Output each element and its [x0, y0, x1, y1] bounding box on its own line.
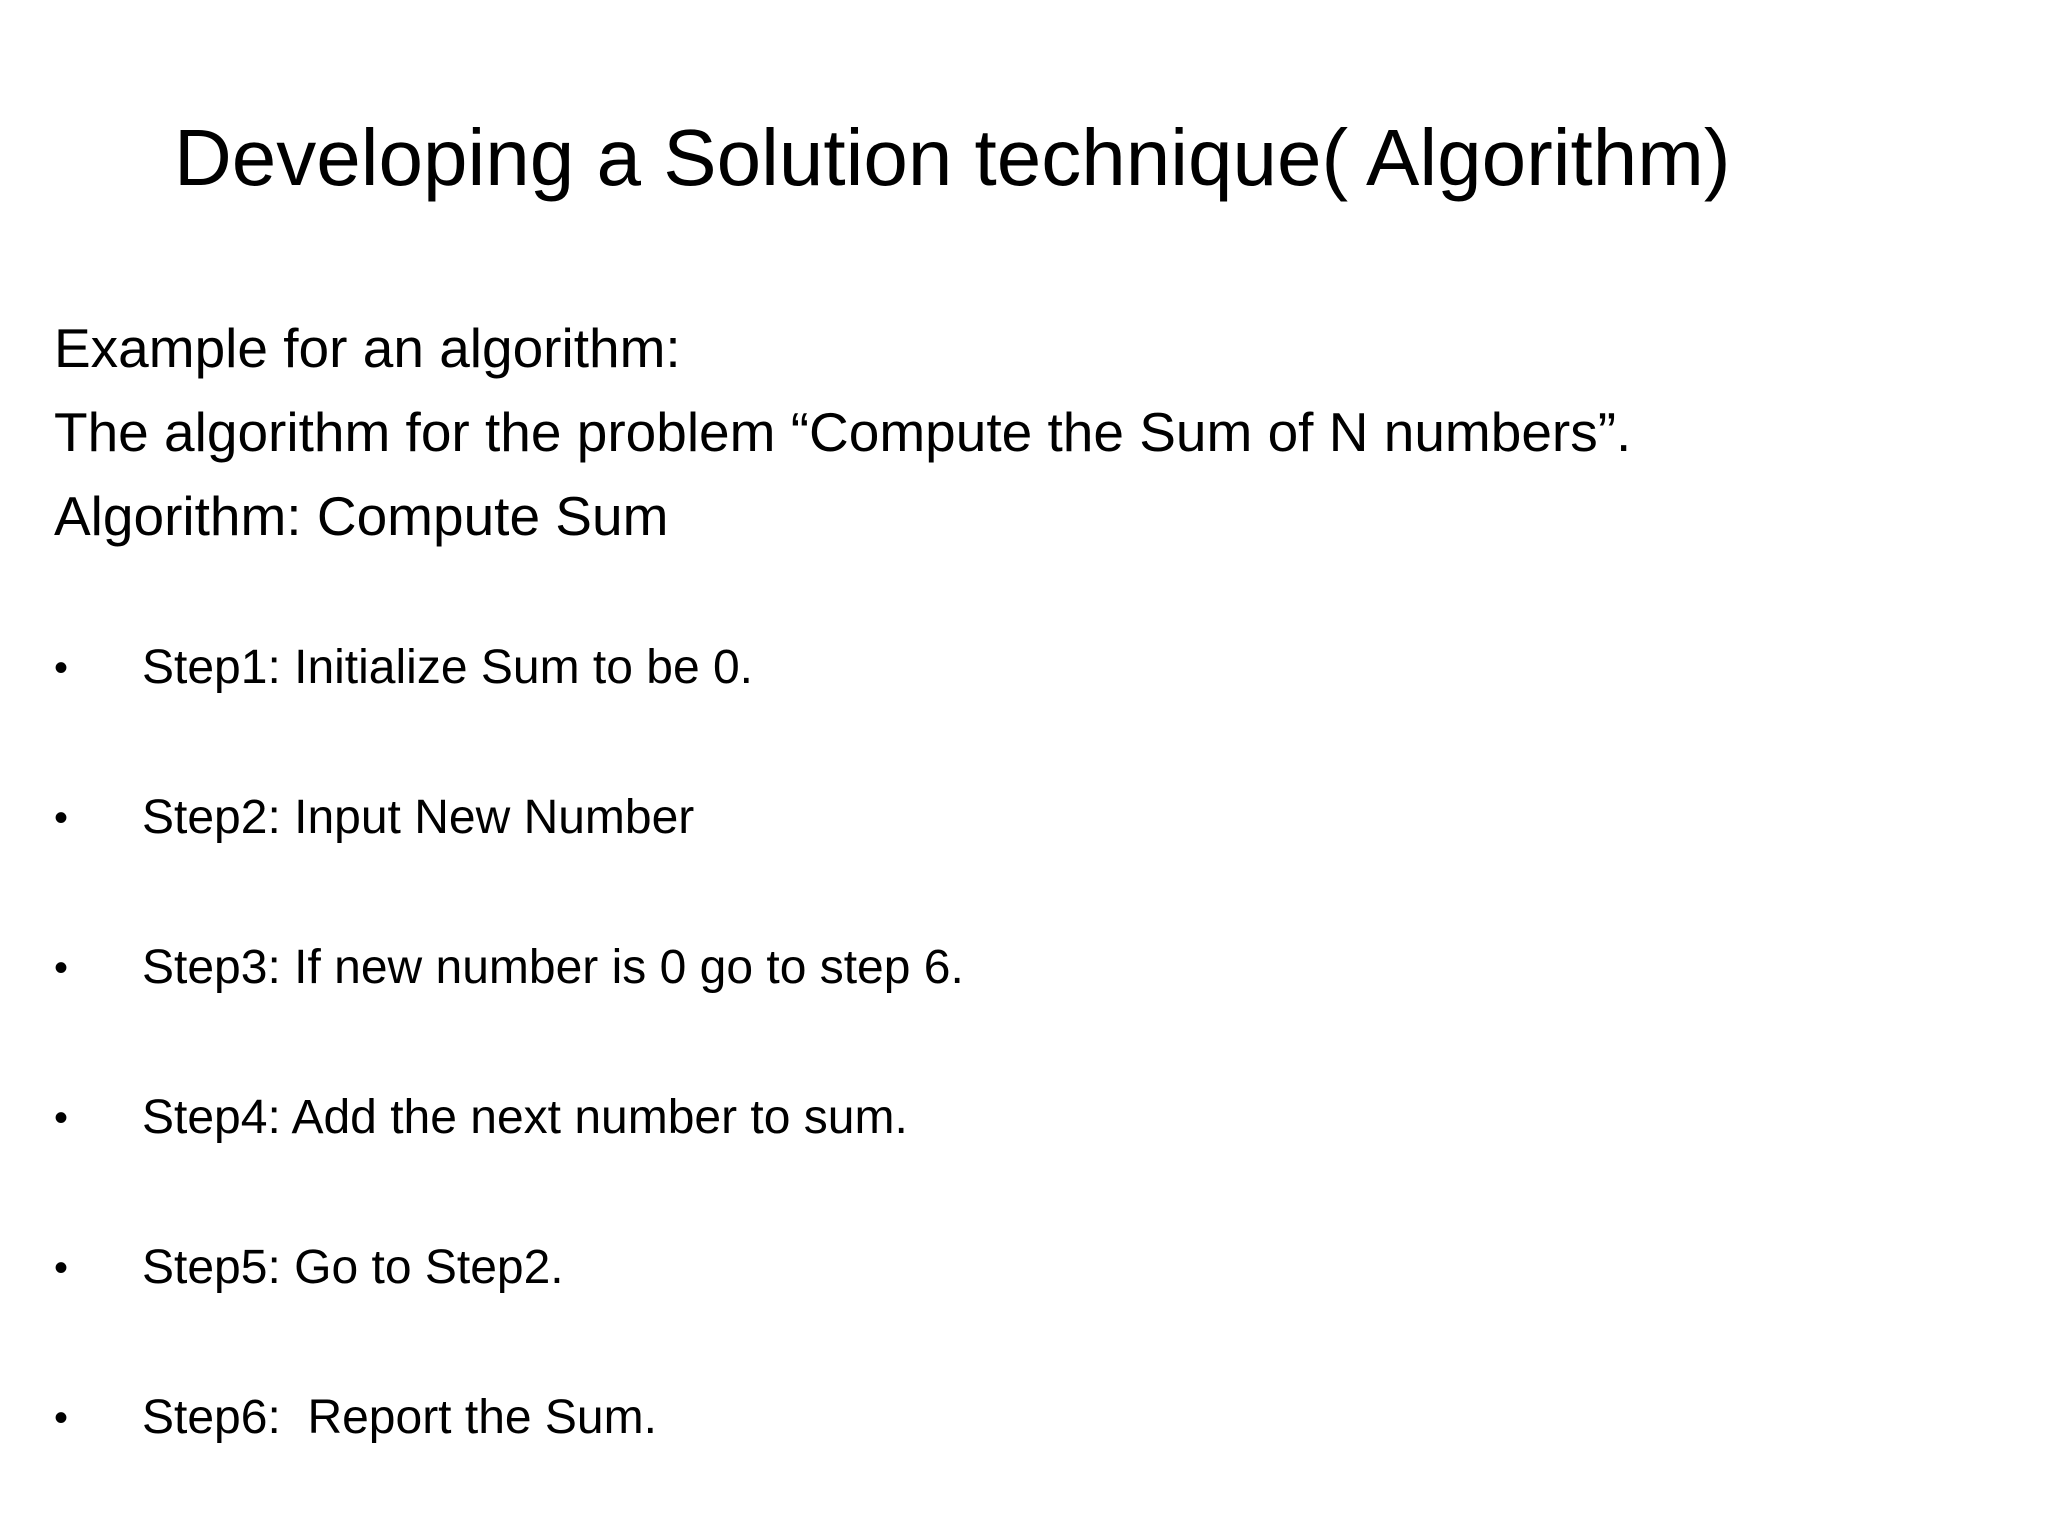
- step-text-4: Step4: Add the next number to sum.: [142, 1091, 908, 1144]
- step-item-6: [54, 1386, 657, 1536]
- algorithm-steps-list: [54, 636, 964, 1536]
- intro-line-algorithm-name: Algorithm: Compute Sum: [54, 485, 669, 547]
- step-text-2: Step2: Input New Number: [142, 791, 695, 844]
- intro-line-example: Example for an algorithm:: [54, 317, 681, 379]
- step-item-3: [54, 936, 964, 1086]
- step-text-1: Step1: Initialize Sum to be 0.: [142, 641, 754, 694]
- bullet-icon: •: [54, 646, 69, 690]
- step-item-4: [54, 1086, 908, 1236]
- step-text-3: Step3: If new number is 0 go to step 6.: [142, 941, 964, 994]
- intro-line-problem: The algorithm for the problem “Compute the Sum of N numbers”.: [54, 401, 1632, 463]
- bullet-icon: •: [54, 1396, 69, 1440]
- slide-title: Developing a Solution technique( Algorithm): [174, 113, 1731, 202]
- bullet-icon: •: [54, 1096, 69, 1140]
- bullet-icon: •: [54, 946, 69, 990]
- step-text-5: Step5: Go to Step2.: [142, 1241, 564, 1294]
- step-item-5: [54, 1236, 564, 1386]
- step-text-6: Step6: Report the Sum.: [142, 1391, 657, 1444]
- step-item-1: [54, 636, 754, 786]
- intro-text: [54, 306, 1631, 558]
- step-item-2: [54, 786, 695, 936]
- bullet-icon: •: [54, 1246, 69, 1290]
- bullet-icon: •: [54, 796, 69, 840]
